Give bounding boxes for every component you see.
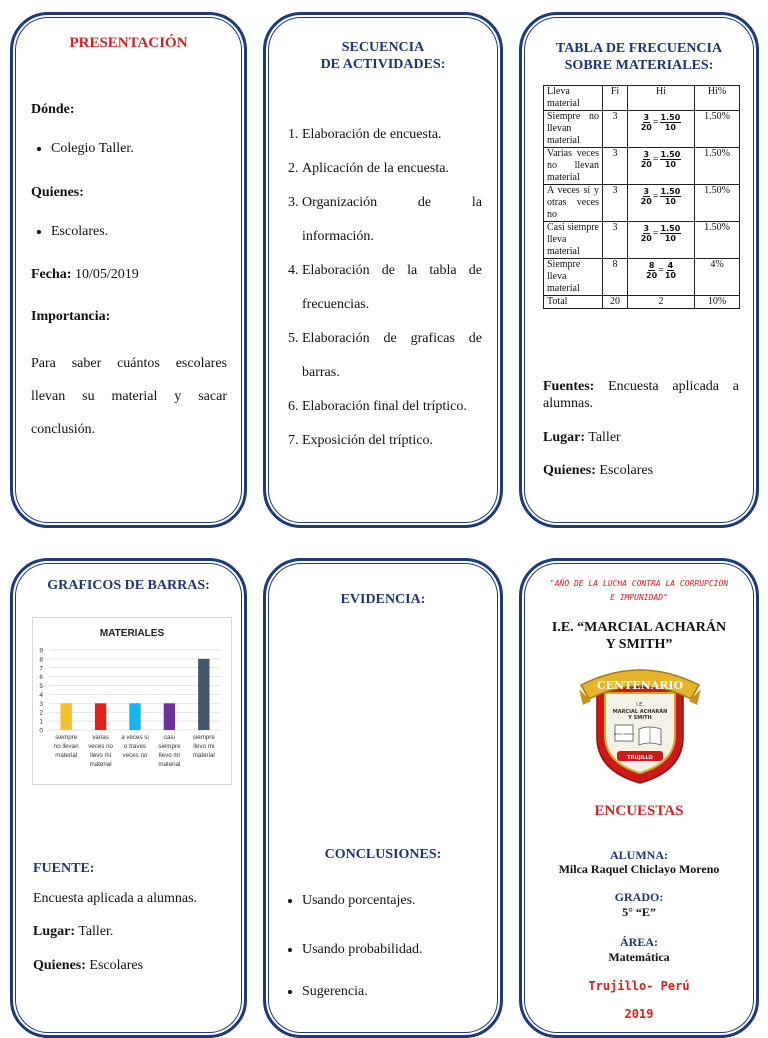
logo-name2-text: Y SMITH (628, 715, 652, 721)
donde-list (19, 141, 134, 157)
lugar-label: Lugar: (543, 430, 585, 445)
year-text: 2019 (624, 1007, 654, 1021)
chart-title: MATERIALES (99, 628, 165, 639)
row-pct: 1.50% (695, 111, 740, 148)
row-fi: 3 (603, 222, 628, 259)
header-cell: Fi (603, 86, 628, 111)
table-row (544, 185, 740, 222)
activity-step: 3. Organización de la información. (302, 186, 482, 254)
logo-city-text: TRUJILLO (627, 755, 653, 761)
conclusiones-title: CONCLUSIONES: (324, 847, 442, 862)
x-tick-label: o traves (123, 743, 147, 750)
row-label: Varias veces no llevan material (544, 148, 603, 185)
row-hi: $\frac{3}{20}$ = $\frac{1.50}{10}$ (628, 222, 695, 259)
school-name: I.E. “MARCIAL ACHARÁN Y SMITH” (551, 620, 727, 652)
row-pct: 4% (695, 259, 740, 296)
fuente-label: FUENTE: (33, 861, 95, 876)
city-text: Trujillo- Perú (588, 979, 690, 993)
bar-chart (32, 617, 232, 785)
encuestas-title: ENCUESTAS (594, 803, 684, 819)
panel-evidencia (263, 558, 503, 1038)
fecha-label: Fecha: (31, 267, 72, 282)
bar (61, 703, 72, 730)
activity-list (268, 118, 482, 458)
graficos-title: GRAFICOS DE BARRAS: (47, 578, 210, 593)
area-label: ÁREA: (620, 935, 658, 949)
table-row (544, 259, 740, 296)
y-tick-label: 2 (39, 709, 43, 717)
row-label: A veces sí y otras veces no (544, 185, 603, 222)
logo-banner-text: CENTENARIO (596, 679, 684, 692)
bar (129, 703, 140, 730)
quienes-item: • Escolares. (51, 224, 108, 240)
conclusion-item: • Usando probabilidad. (302, 942, 423, 958)
y-tick-label: 8 (39, 656, 43, 664)
presentacion-title: PRESENTACIÓN (69, 35, 188, 51)
alumna-name: Milca Raquel Chiclayo Moreno (558, 862, 720, 876)
table-row (544, 222, 740, 259)
activity-step: 7. Exposición del tríptico. (302, 424, 482, 458)
activity-step: 2. Aplicación de la encuesta. (302, 152, 482, 186)
donde-item: • Colegio Taller. (51, 141, 134, 157)
row-hi: $\frac{3}{20}$ = $\frac{1.50}{10}$ (628, 185, 695, 222)
panel-presentacion (10, 12, 247, 528)
lugar-line (543, 429, 621, 446)
total-label: Total (544, 296, 603, 309)
fuentes-label: Fuentes: (543, 379, 595, 394)
y-tick-label: 0 (39, 727, 43, 735)
quienes-label: Quienes: (31, 185, 84, 200)
importancia-label: Importancia: (31, 309, 111, 324)
panel-portada (519, 558, 759, 1038)
conclusion-item: • Usando porcentajes. (302, 893, 423, 909)
activity-step: 6. Elaboración final del tríptico. (302, 390, 482, 424)
quienes-list (19, 224, 108, 240)
row-fi: 3 (603, 111, 628, 148)
activity-step: 4. Elaboración de la tabla de frecuencias. (302, 254, 482, 322)
y-tick-label: 6 (39, 674, 43, 682)
x-tick-label: llevo mi (158, 752, 180, 759)
x-tick-label: siempre (158, 743, 181, 750)
x-tick-label: varias (92, 734, 109, 741)
x-tick-label: siempre (192, 734, 215, 741)
y-tick-label: 4 (39, 691, 43, 699)
quienes-label: Quienes: (33, 958, 86, 973)
bar (95, 703, 106, 730)
lugar-value: Taller. (78, 924, 114, 939)
x-tick-label: siempre (55, 734, 78, 741)
header-cell: Hi (628, 86, 695, 111)
quienes-value: Escolares (89, 958, 144, 973)
motto: "AÑO DE LA LUCHA CONTRA LA CORRUPCION E IMPUNIDAD" (549, 579, 729, 602)
row-label: Casi siempre lleva material (544, 222, 603, 259)
area-value: Matemática (608, 950, 670, 964)
school-crest-logo (577, 659, 703, 785)
quienes-line (33, 957, 143, 974)
total-pct: 10% (695, 296, 740, 309)
conclusiones-list (270, 893, 423, 1000)
row-hi: $\frac{3}{20}$ = $\frac{1.50}{10}$ (628, 111, 695, 148)
x-tick-label: material (158, 761, 181, 768)
table-row (544, 111, 740, 148)
importancia-text: Para saber cuántos escolares llevan su material y sacar conclusión. (31, 356, 227, 437)
bar (164, 703, 175, 730)
header-cell: Lleva material (544, 86, 603, 111)
bar (198, 659, 209, 730)
table-total-row (544, 296, 740, 309)
quienes-label: Quienes: (543, 463, 596, 478)
x-tick-label: a veces si (121, 734, 149, 741)
frequency-table (543, 85, 740, 309)
lugar-value: Taller (588, 430, 621, 445)
quienes-line (543, 462, 653, 479)
conclusion-item: • Sugerencia. (302, 984, 423, 1000)
y-tick-label: 5 (39, 683, 43, 691)
x-tick-label: llevo mi (90, 752, 112, 759)
panel-graficos (10, 558, 247, 1038)
logo-motto-text: DIOS Y PATRIA (613, 732, 635, 736)
y-tick-label: 9 (39, 647, 43, 655)
x-tick-label: material (89, 761, 112, 768)
donde-label: Dónde: (31, 102, 75, 117)
x-tick-label: veces no (88, 743, 113, 750)
x-tick-label: llevo mi (193, 743, 215, 750)
grado-value: 5° “E” (622, 905, 656, 919)
row-pct: 1.50% (695, 185, 740, 222)
grado-label: GRADO: (614, 890, 664, 904)
lugar-line (33, 923, 113, 940)
activity-step: 5. Elaboración de graficas de barras. (302, 322, 482, 390)
header-cell: Hi% (695, 86, 740, 111)
alumna-label: ALUMNA: (610, 848, 668, 862)
y-tick-label: 7 (39, 665, 43, 673)
secuencia-title: SECUENCIA DE ACTIVIDADES: (320, 40, 446, 72)
row-fi: 8 (603, 259, 628, 296)
fuente-value: Encuesta aplicada a alumnas. (33, 891, 198, 906)
logo-name1-text: MARCIAL ACHARÁN (612, 709, 668, 715)
y-tick-label: 3 (39, 700, 43, 708)
x-tick-label: material (192, 752, 215, 759)
x-tick-label: casi (163, 734, 175, 741)
row-label: Siempre lleva material (544, 259, 603, 296)
quienes-value: Escolares (599, 463, 654, 478)
row-label: Siempre no llevan material (544, 111, 603, 148)
row-fi: 3 (603, 185, 628, 222)
evidencia-title: EVIDENCIA: (340, 592, 426, 607)
panel-tabla (519, 12, 759, 528)
row-hi: $\frac{3}{20}$ = $\frac{1.50}{10}$ (628, 148, 695, 185)
x-tick-label: veces no (122, 752, 148, 759)
bar-chart-svg (33, 618, 231, 784)
table-header-row (544, 86, 740, 111)
fuentes-value: Encuesta aplicada a alumnas. (543, 379, 739, 411)
fecha-value: 10/05/2019 (74, 267, 139, 282)
total-hi: 2 (628, 296, 695, 309)
row-fi: 3 (603, 148, 628, 185)
x-tick-label: no llevan (53, 743, 79, 750)
logo-ie-text: I.E. (636, 702, 644, 708)
row-hi: $\frac{8}{20}$ = $\frac{4}{10}$ (628, 259, 695, 296)
fecha-line (31, 266, 139, 283)
y-tick-label: 1 (39, 718, 43, 726)
row-pct: 1.50% (695, 148, 740, 185)
panel-secuencia (263, 12, 503, 528)
fuentes-line (543, 378, 739, 412)
x-tick-label: material (55, 752, 78, 759)
lugar-label: Lugar: (33, 924, 75, 939)
activity-step: 1. Elaboración de encuesta. (302, 118, 482, 152)
row-pct: 1.50% (695, 222, 740, 259)
tabla-title: TABLA DE FRECUENCIA SOBRE MATERIALES: (555, 41, 723, 73)
total-fi: 20 (603, 296, 628, 309)
table-row (544, 148, 740, 185)
